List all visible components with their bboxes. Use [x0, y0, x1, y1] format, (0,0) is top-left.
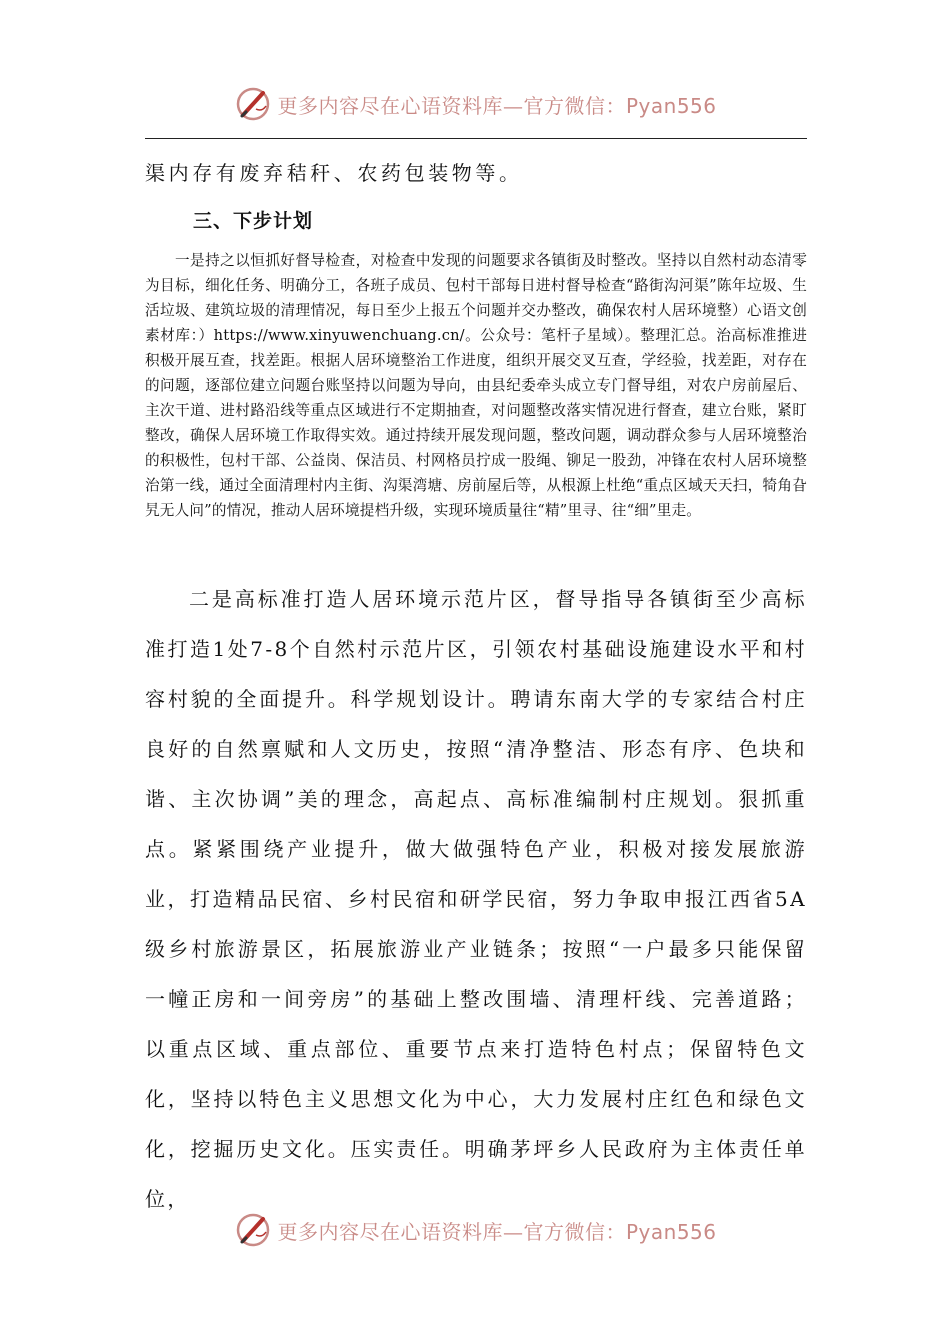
- watermark-banner-top: [0, 84, 950, 124]
- paragraph-demonstration-text: 二是高标准打造人居环境示范片区，督导指导各镇街至少高标准打造1处7-8个自然村示范片区，引领农村基础设施建设水平和村容村貌的全面提升。科学规划设计。聘请东南大学的专家结合村庄良好的自然禀赋和人文历史，按照“清净整洁、形态有序、色块和谐、主次协调”美的理念，高起点、高标准编制村庄规划。狠抓重点。紧紧围绕产业提升，做大做强特色产业，积极对接发展旅游业，打造精品民宿、乡村民宿和研学民宿，努力争取申报江西省5A级乡村旅游景区，拓展旅游业产业链条；按照“一户最多只能保留一幢正房和一间旁房”的基础上整改围墙、清理杆线、完善道路；以重点区域、重点部位、重要节点来打造特色村点；保留特色文化，坚持以特色主义思想文化为中心，大力发展村庄红色和绿色文化，挖掘历史文化。压实责任。明确茅坪乡人民政府为主体责任单位，: [145, 587, 807, 1211]
- paragraph-inspection-text: 一是持之以恒抓好督导检查，对检查中发现的问题要求各镇街及时整改。坚持以自然村动态清零为目标，细化任务、明确分工，各班子成员、包村干部每日进村督导检查“路街沟河渠”陈年垃圾、生活垃圾、建筑垃圾的清理情况，每日至少上报五个问题并交办整改，确保农村人居环境整）心语文创素材库：）https://www.xinyuwenchuang.cn/。公众号：笔杆子星域）。整理汇总。治高标准推进积极开展互查，找差距。根据人居环境整治工作进度，组织开展交叉互查，学经验，找差距，对存在的问题，逐部位建立问题台账坚持以问题为导向，由县纪委牵头成立专门督导组，对农户房前屋后、主次干道、进村路沿线等重点区域进行不定期抽查，对问题整改落实情况进行督查，建立台账，紧盯整改，确保人居环境工作取得实效。通过持续开展发现问题，整改问题，调动群众参与人居环境整治的积极性，包村干部、公益岗、保洁员、村网格员拧成一股绳、铆足一股劲，冲锋在农村人居环境整治第一线，通过全面清理村内主街、沟渠湾塘、房前屋后等，从根源上杜绝“重点区域天天扫，犄角旮旯无人问”的情况，推动人居环境提档升级，实现环境质量往“精”里寻、往“细”里走。: [145, 252, 807, 519]
- header-divider: [145, 138, 807, 139]
- paragraph-inspection: [145, 248, 807, 523]
- continuation-line: 渠内存有废弃秸秆、农药包装物等。: [145, 161, 523, 185]
- pen-logo-icon: [233, 84, 273, 124]
- watermark-text: 更多内容尽在心语资料库—官方微信：Pyan556: [277, 93, 717, 118]
- paragraph-demonstration: [145, 574, 807, 1224]
- section-heading: 三、下步计划: [193, 210, 314, 232]
- watermark-text: 更多内容尽在心语资料库—官方微信：Pyan556: [277, 1219, 717, 1244]
- pen-logo-icon: [233, 1210, 273, 1250]
- watermark-banner-bottom: [0, 1210, 950, 1250]
